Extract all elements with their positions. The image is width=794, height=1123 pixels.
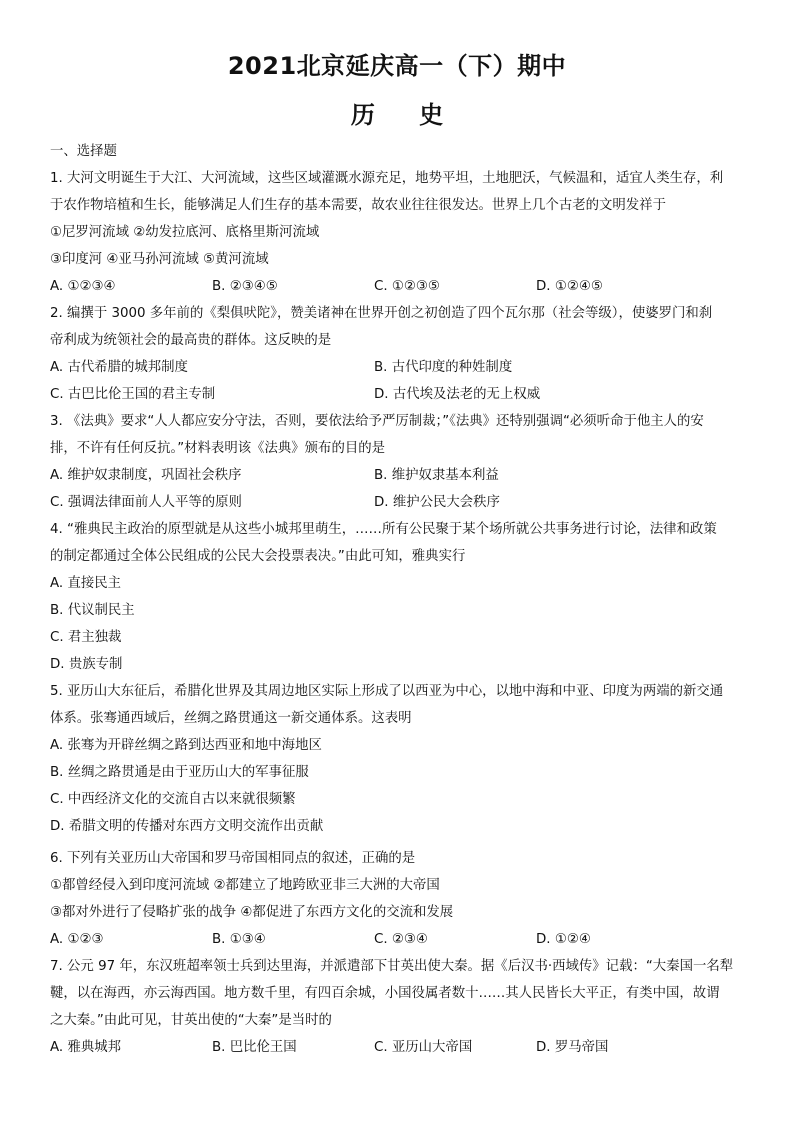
q2-stem-line-2: 帝利成为统领社会的最高贵的群体。这反映的是: [50, 333, 332, 348]
q5-option-a: A. 张骞为开辟丝绸之路到达西亚和地中海地区: [50, 738, 322, 753]
q4-option-a: A. 直接民主: [50, 576, 121, 591]
q7-option-c: C. 亚历山大帝国: [374, 1040, 473, 1055]
subject-char-2: 史: [419, 101, 444, 129]
q3-option-a: A. 维护奴隶制度，巩固社会秩序: [50, 468, 242, 483]
q4-option-d: D. 贵族专制: [50, 657, 123, 672]
q7-option-d: D. 罗马帝国: [536, 1040, 609, 1055]
q2-option-c: C. 古巴比伦王国的君主专制: [50, 387, 216, 402]
q4-stem-line-1: 4. “雅典民主政治的原型就是从这些小城邦里萌生，……所有公民聚于某个场所就公共事务进行讨论，法律和政策: [50, 522, 717, 537]
page-title: 2021北京延庆高一（下）期中: [227, 52, 567, 80]
q1-stem-line-1: 1. 大河文明诞生于大江、大河流域，这些区域灌溉水源充足，地势平坦，土地肥沃，气候温和，适宜人类生存，利: [50, 171, 724, 186]
q7-option-a: A. 雅典城邦: [50, 1040, 121, 1055]
subject-char-1: 历: [350, 101, 375, 129]
q2-stem-line-1: 2. 编撰于 3000 多年前的《梨俱吠陀》，赞美诸神在世界开创之初创造了四个瓦尔那（社会等级），使婆罗门和刹: [50, 306, 713, 321]
q2-option-b: B. 古代印度的种姓制度: [374, 360, 513, 375]
q1-option-a: A. ①②③④: [50, 279, 116, 294]
q7-stem-line-3: 之大秦。”由此可见，甘英出使的“大秦”是当时的: [50, 1013, 332, 1028]
q3-stem-line-2: 排，不许有任何反抗。”材料表明该《法典》颁布的目的是: [50, 441, 386, 456]
q5-stem-line-1: 5. 亚历山大东征后，希腊化世界及其周边地区实际上形成了以西亚为中心，以地中海和中亚、印度为两端的新交通: [50, 684, 724, 699]
q6-stem-line-3: ③都对外进行了侵略扩张的战争 ④都促进了东西方文化的交流和发展: [50, 905, 454, 920]
q5-option-d: D. 希腊文明的传播对东西方文明交流作出贡献: [50, 819, 324, 834]
q4-stem-line-2: 的制定都通过全体公民组成的公民大会投票表决。”由此可知，雅典实行: [50, 549, 466, 564]
q4-option-b: B. 代议制民主: [50, 603, 135, 618]
q4-option-c: C. 君主独裁: [50, 630, 122, 645]
q1-stem-line-4: ③印度河 ④亚马孙河流域 ⑤黄河流域: [50, 252, 269, 267]
q7-stem-line-1: 7. 公元 97 年，东汉班超率领士兵到达里海，并派遣部下甘英出使大秦。据《后汉书·西域传》记载：“大秦国一名犁: [50, 959, 734, 974]
q6-option-c: C. ②③④: [374, 932, 428, 947]
q1-option-c: C. ①②③⑤: [374, 279, 440, 294]
q1-option-d: D. ①②④⑤: [536, 279, 603, 294]
q6-option-b: B. ①③④: [212, 932, 266, 947]
q2-option-a: A. 古代希腊的城邦制度: [50, 360, 188, 375]
q6-option-a: A. ①②③: [50, 932, 104, 947]
q5-stem-line-2: 体系。张骞通西域后，丝绸之路贯通这一新交通体系。这表明: [50, 711, 412, 726]
q3-option-c: C. 强调法律面前人人平等的原则: [50, 495, 242, 510]
q7-option-b: B. 巴比伦王国: [212, 1040, 297, 1055]
q1-option-b: B. ②③④⑤: [212, 279, 278, 294]
section-heading: 一、选择题: [50, 144, 117, 159]
q6-option-d: D. ①②④: [536, 932, 591, 947]
q3-stem-line-1: 3. 《法典》要求“人人都应安分守法，否则，要依法给予严厉制裁；”《法典》还特别强调“必须听命于他主人的安: [50, 414, 704, 429]
q1-stem-line-3: ①尼罗河流域 ②幼发拉底河、底格里斯河流域: [50, 225, 320, 240]
subject-title: [0, 95, 794, 130]
q2-option-d: D. 古代埃及法老的无上权威: [374, 387, 541, 402]
q6-stem-line-2: ①都曾经侵入到印度河流域 ②都建立了地跨欧亚非三大洲的大帝国: [50, 878, 440, 893]
q3-option-b: B. 维护奴隶基本利益: [374, 468, 499, 483]
q1-stem-line-2: 于农作物培植和生长，能够满足人们生存的基本需要，故农业往往很发达。世界上几个古老的文明发祥于: [50, 198, 666, 213]
q5-option-b: B. 丝绸之路贯通是由于亚历山大的军事征服: [50, 765, 309, 780]
q7-stem-line-2: 鞬，以在海西，亦云海西国。地方数千里，有四百余城，小国役属者数十……其人民皆长大平正，有类中国，故谓: [50, 986, 720, 1001]
q5-option-c: C. 中西经济文化的交流自古以来就很频繁: [50, 792, 296, 807]
q3-option-d: D. 维护公民大会秩序: [374, 495, 500, 510]
q6-stem-line-1: 6. 下列有关亚历山大帝国和罗马帝国相同点的叙述，正确的是: [50, 851, 416, 866]
